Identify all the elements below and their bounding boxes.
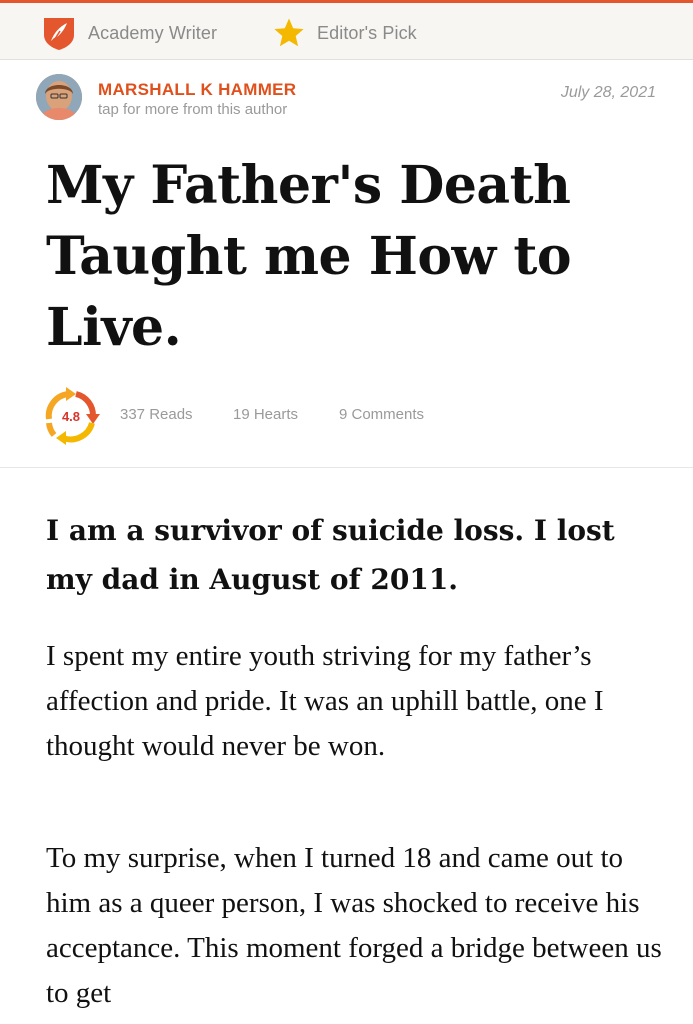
article-paragraph: I spent my entire youth striving for my father’s affection and pride. It was an uphill battle, one I thought would never be won. — [46, 640, 604, 762]
article-title: My Father's Death Taught me How to Live. — [46, 155, 572, 358]
author-name[interactable]: MARSHALL K HAMMER — [98, 80, 297, 99]
rating-badge[interactable] — [38, 383, 104, 449]
editors-pick-label: Editor's Pick — [317, 22, 417, 43]
editors-pick-badge[interactable] — [273, 15, 417, 51]
article-paragraph: To my surprise, when I turned 18 and came out to him as a queer person, I was shocked to receive his acceptance. This moment forged a bridge between us to get — [46, 842, 662, 1009]
hearts-count[interactable]: 19 Hearts — [233, 406, 299, 423]
author-more-link[interactable]: tap for more from this author — [98, 101, 288, 118]
publish-date: July 28, 2021 — [560, 84, 656, 101]
author-row[interactable] — [36, 74, 656, 124]
avatar-image — [36, 74, 82, 120]
comments-count[interactable]: 9 Comments — [339, 406, 425, 423]
top-badge-bar — [0, 0, 693, 60]
article-stats — [38, 383, 658, 449]
rating-value: 4.8 — [61, 408, 81, 424]
reads-count: 337 Reads — [120, 406, 193, 423]
academy-writer-badge[interactable] — [42, 15, 217, 51]
shield-icon — [42, 15, 76, 51]
divider — [0, 467, 693, 468]
academy-writer-label: Academy Writer — [88, 22, 218, 43]
avatar[interactable] — [36, 74, 82, 120]
star-icon — [273, 17, 305, 49]
article-lead: I am a survivor of suicide loss. I lost my dad in August of 2011. — [46, 514, 615, 596]
